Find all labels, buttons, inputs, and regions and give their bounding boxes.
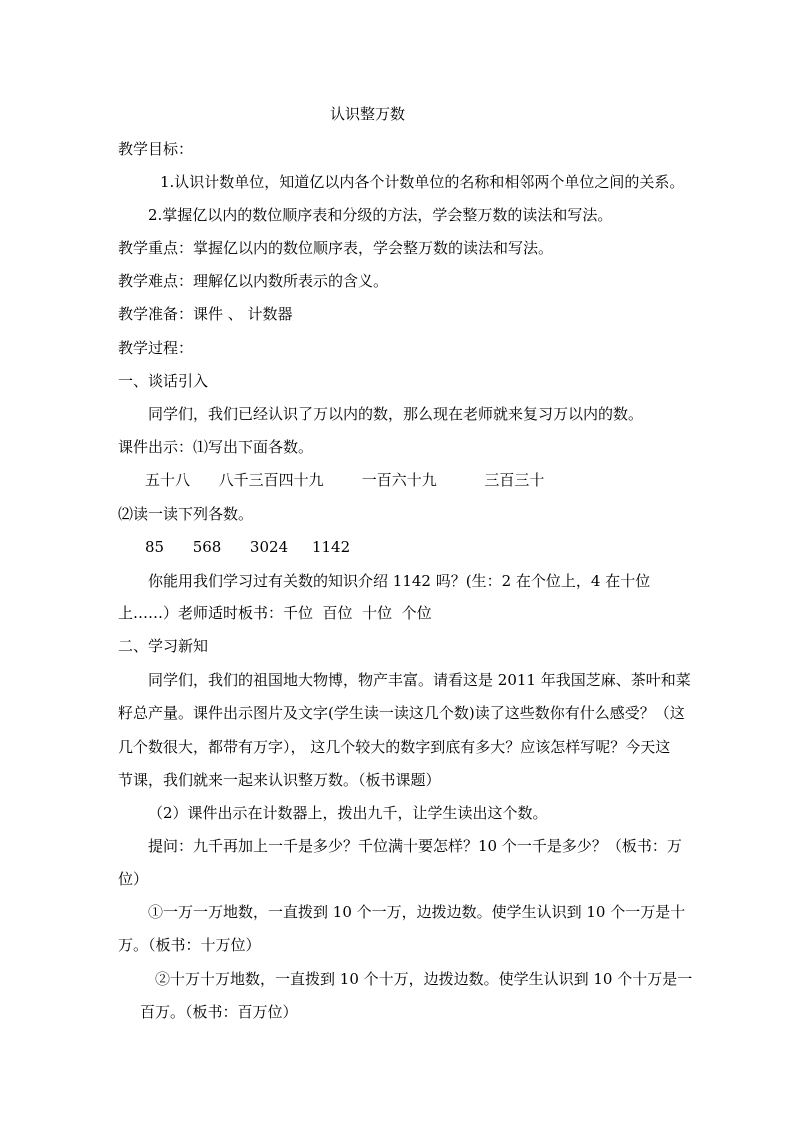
text-line: 万。（板书：十万位） <box>118 936 261 954</box>
text-line: 课件出示：⑴写出下面各数。 <box>118 438 314 456</box>
text-line: 同学们，我们已经认识了万以内的数，那么现在老师就来复习万以内的数。 <box>148 405 644 423</box>
text-line: 五十八 八千三百四十九 一百六十九 三百三十 <box>145 471 545 489</box>
text-line: 教学重点：掌握亿以内的数位顺序表，学会整万数的读法和写法。 <box>118 239 554 257</box>
section-heading: 二、学习新知 <box>118 637 209 655</box>
text-line: ②十万十万地数，一直拨到 10 个十万，边拨边数。使学生认识到 10 个十万是一 <box>155 970 693 988</box>
text-line: 教学难点：理解亿以内数所表示的含义。 <box>118 272 389 290</box>
text-line: 节课，我们就来一起来认识整万数。（板书课题） <box>118 771 441 789</box>
text-line: 上……）老师适时板书：千位 百位 十位 个位 <box>118 604 432 622</box>
text-line: 同学们，我们的祖国地大物博，物产丰富。请看这是 2011 年我国芝麻、茶叶和菜 <box>148 671 691 689</box>
text-line: 教学目标： <box>118 140 194 158</box>
text-line: ①一万一万地数，一直拨到 10 个一万，边拨边数。使学生认识到 10 个一万是十 <box>148 903 686 921</box>
text-line: 教学准备：课件 、 计数器 <box>118 305 293 323</box>
text-line: 位） <box>118 870 149 888</box>
text-line: 教学过程： <box>118 339 194 357</box>
text-line: 提问：九千再加上一千是多少？千位满十要怎样？10 个一千是多少？（板书：万 <box>148 837 682 855</box>
text-line: 你能用我们学习过有关数的知识介绍 1142 吗？(生：2 在个位上，4 在十位 <box>148 572 651 590</box>
section-heading: 一、谈话引入 <box>118 372 209 390</box>
document-title: 认识整万数 <box>330 105 406 123</box>
text-line: 百万。（板书：百万位） <box>140 1003 298 1021</box>
text-line: 2.掌握亿以内的数位顺序表和分级的方法，学会整万数的读法和写法。 <box>148 206 613 224</box>
text-line: 几个数很大，都带有万字）， 这几个较大的数字到底有多大？应该怎样写呢？今天这 <box>118 738 671 756</box>
text-line: （2）课件出示在计数器上，拨出九千，让学生读出这个数。 <box>148 804 548 822</box>
text-line: 籽总产量。课件出示图片及文字(学生读一读这几个数)读了这些数你有什么感受？（这 <box>118 704 685 722</box>
text-line: 1.认识计数单位，知道亿以内各个计数单位的名称和相邻两个单位之间的关系。 <box>160 173 685 191</box>
text-line: 85 568 3024 1142 <box>145 538 351 556</box>
text-line: ⑵读一读下列各数。 <box>118 505 254 523</box>
